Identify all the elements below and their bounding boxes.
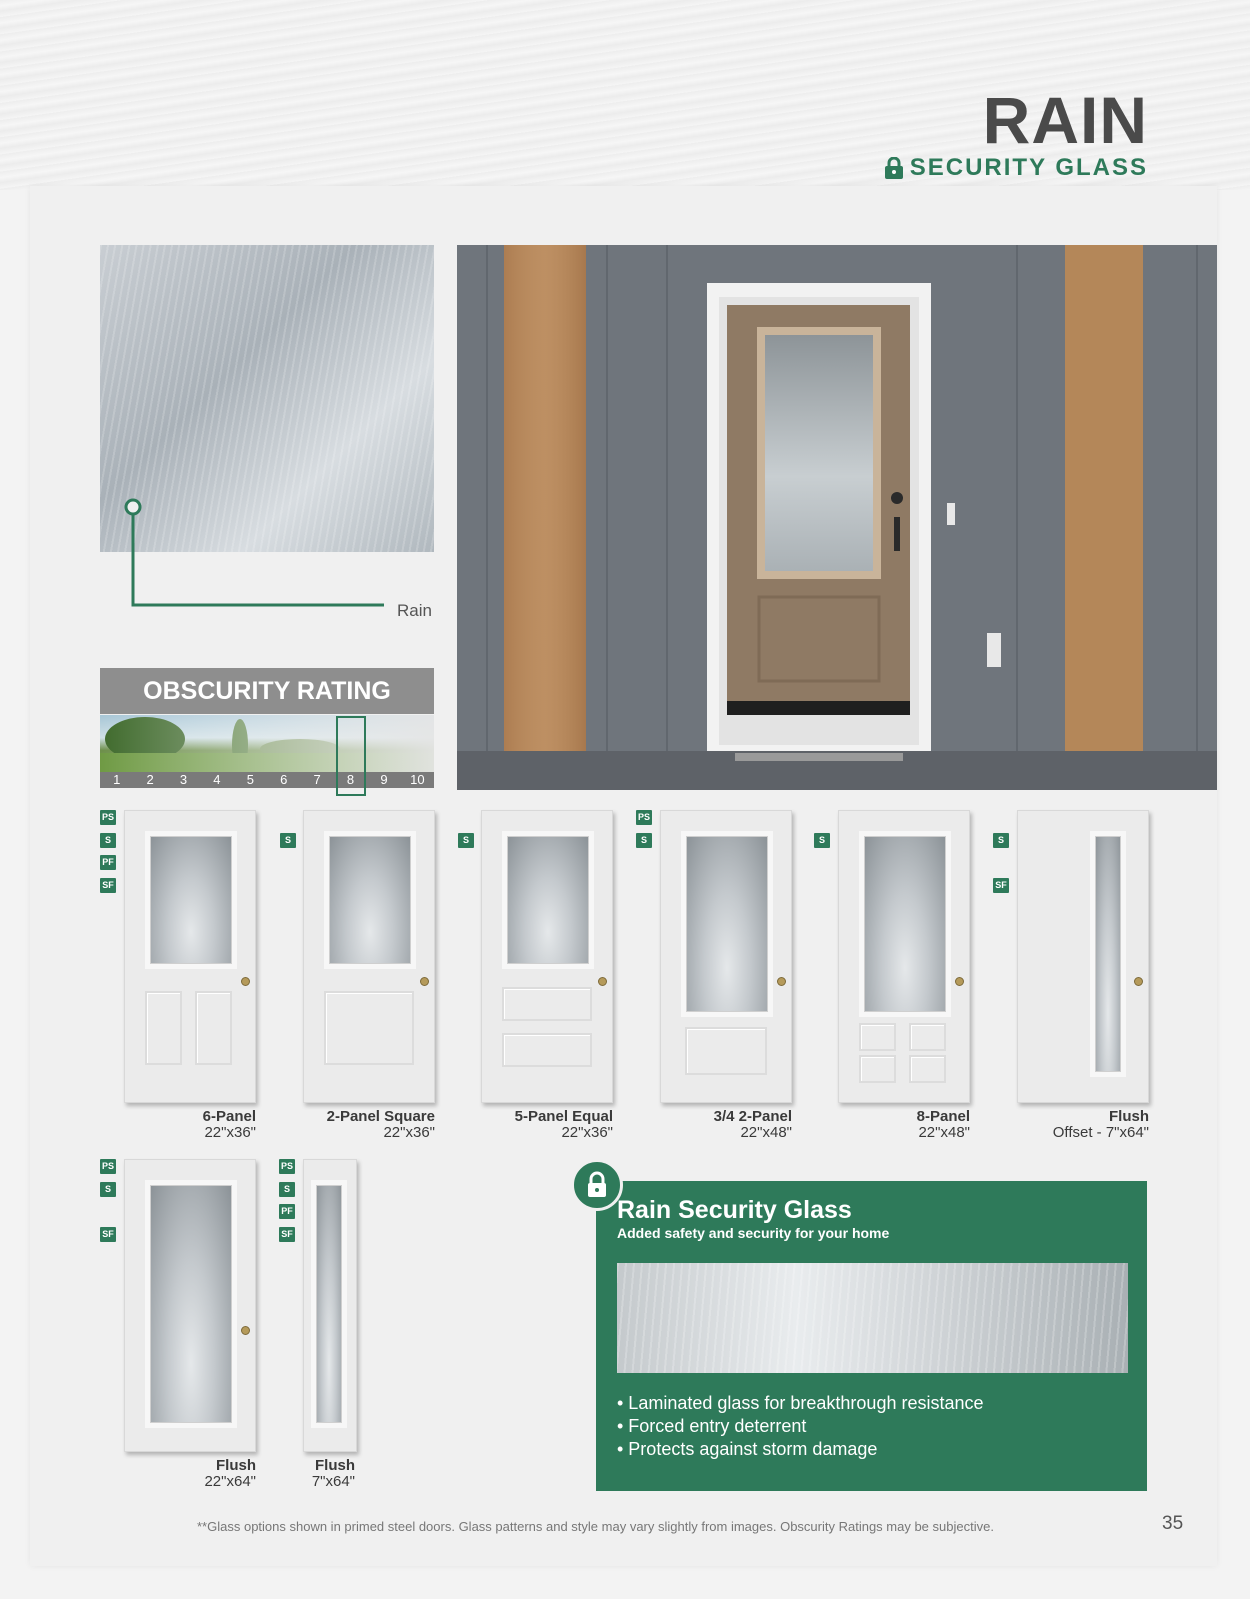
door-name: 6-Panel bbox=[202, 1108, 256, 1125]
door-flush-22x64 bbox=[124, 1159, 256, 1452]
badge-s: S bbox=[280, 833, 296, 848]
badge-ps: PS bbox=[100, 810, 116, 825]
door-name: 5-Panel Equal bbox=[514, 1108, 613, 1125]
rating-number: 9 bbox=[380, 772, 388, 787]
badge-s: S bbox=[458, 833, 474, 848]
badge-sf: SF bbox=[993, 878, 1009, 893]
badge-s: S bbox=[100, 1182, 116, 1197]
door-size: Offset - 7"x64" bbox=[1052, 1124, 1149, 1141]
badge-s: S bbox=[636, 833, 652, 848]
rating-number: 3 bbox=[179, 772, 188, 787]
rating-number: 7 bbox=[313, 772, 321, 787]
obscurity-rating-title: OBSCURITY RATING bbox=[100, 668, 434, 714]
door-size: 7"x64" bbox=[311, 1473, 355, 1490]
footnote: **Glass options shown in primed steel doors. Glass patterns and style may vary slightly from images. Obscurity Ratings may be subjective. bbox=[197, 1519, 994, 1534]
badge-sf: SF bbox=[100, 878, 116, 893]
door-name: 8-Panel bbox=[916, 1108, 970, 1125]
door-flush-offset bbox=[1017, 810, 1149, 1103]
page-number: 35 bbox=[1162, 1513, 1184, 1534]
door-size: 22"x36" bbox=[204, 1124, 256, 1141]
info-bullet-list bbox=[617, 1392, 984, 1461]
door-scene-photo bbox=[457, 245, 1217, 790]
badge-ps: PS bbox=[100, 1159, 116, 1174]
door-6-panel bbox=[124, 810, 256, 1103]
info-bullet: • Laminated glass for breakthrough resistance bbox=[617, 1393, 984, 1413]
badge-sf: SF bbox=[279, 1227, 295, 1242]
door-name: 3/4 2-Panel bbox=[713, 1108, 792, 1125]
door-size: 22"x48" bbox=[918, 1124, 970, 1141]
badge-pf: PF bbox=[279, 1204, 295, 1219]
door-flush-7x64 bbox=[303, 1159, 357, 1452]
door-name: Flush bbox=[216, 1457, 256, 1474]
rating-number: 10 bbox=[410, 772, 425, 787]
swatch-label: Rain bbox=[397, 601, 432, 620]
badge-sf: SF bbox=[100, 1227, 116, 1242]
obscurity-rating-numbers bbox=[100, 772, 434, 788]
callout-line bbox=[124, 495, 394, 615]
rating-number: 1 bbox=[113, 772, 121, 787]
door-3-4-2-panel bbox=[660, 810, 792, 1103]
page-title: RAIN bbox=[982, 83, 1148, 157]
badge-s: S bbox=[993, 833, 1009, 848]
badge-s: S bbox=[814, 833, 830, 848]
door-2-panel-square bbox=[303, 810, 435, 1103]
door-name: Flush bbox=[1109, 1108, 1149, 1125]
door-name: 2-Panel Square bbox=[326, 1108, 435, 1125]
rating-number: 2 bbox=[146, 772, 154, 787]
info-bullet: • Protects against storm damage bbox=[617, 1439, 878, 1459]
rain-glass-sample bbox=[617, 1263, 1128, 1373]
lock-icon bbox=[571, 1159, 623, 1211]
door-size: 22"x48" bbox=[740, 1124, 792, 1141]
info-bullet: • Forced entry deterrent bbox=[617, 1416, 807, 1436]
rating-number: 6 bbox=[280, 772, 288, 787]
door-5-panel-equal bbox=[481, 810, 613, 1103]
info-subtitle: Added safety and security for your home bbox=[617, 1225, 890, 1241]
badge-s: S bbox=[100, 833, 116, 848]
door-8-panel bbox=[838, 810, 970, 1103]
door-size: 22"x64" bbox=[204, 1473, 256, 1490]
badge-pf: PF bbox=[100, 855, 116, 870]
lock-icon bbox=[884, 157, 904, 179]
subtitle-text: SECURITY GLASS bbox=[909, 154, 1148, 181]
door-size: 22"x36" bbox=[561, 1124, 613, 1141]
rating-number: 4 bbox=[213, 772, 221, 787]
door-name: Flush bbox=[315, 1457, 355, 1474]
badge-ps: PS bbox=[279, 1159, 295, 1174]
door-size: 22"x36" bbox=[383, 1124, 435, 1141]
selected-rating-highlight bbox=[336, 716, 366, 796]
info-title: Rain Security Glass bbox=[617, 1196, 852, 1224]
rating-number: 5 bbox=[246, 772, 254, 787]
badge-ps: PS bbox=[636, 810, 652, 825]
badge-s: S bbox=[279, 1182, 295, 1197]
obscurity-rating-scale-image bbox=[100, 715, 434, 772]
page-subtitle bbox=[884, 154, 1148, 182]
rating-number: 8 bbox=[346, 772, 355, 787]
